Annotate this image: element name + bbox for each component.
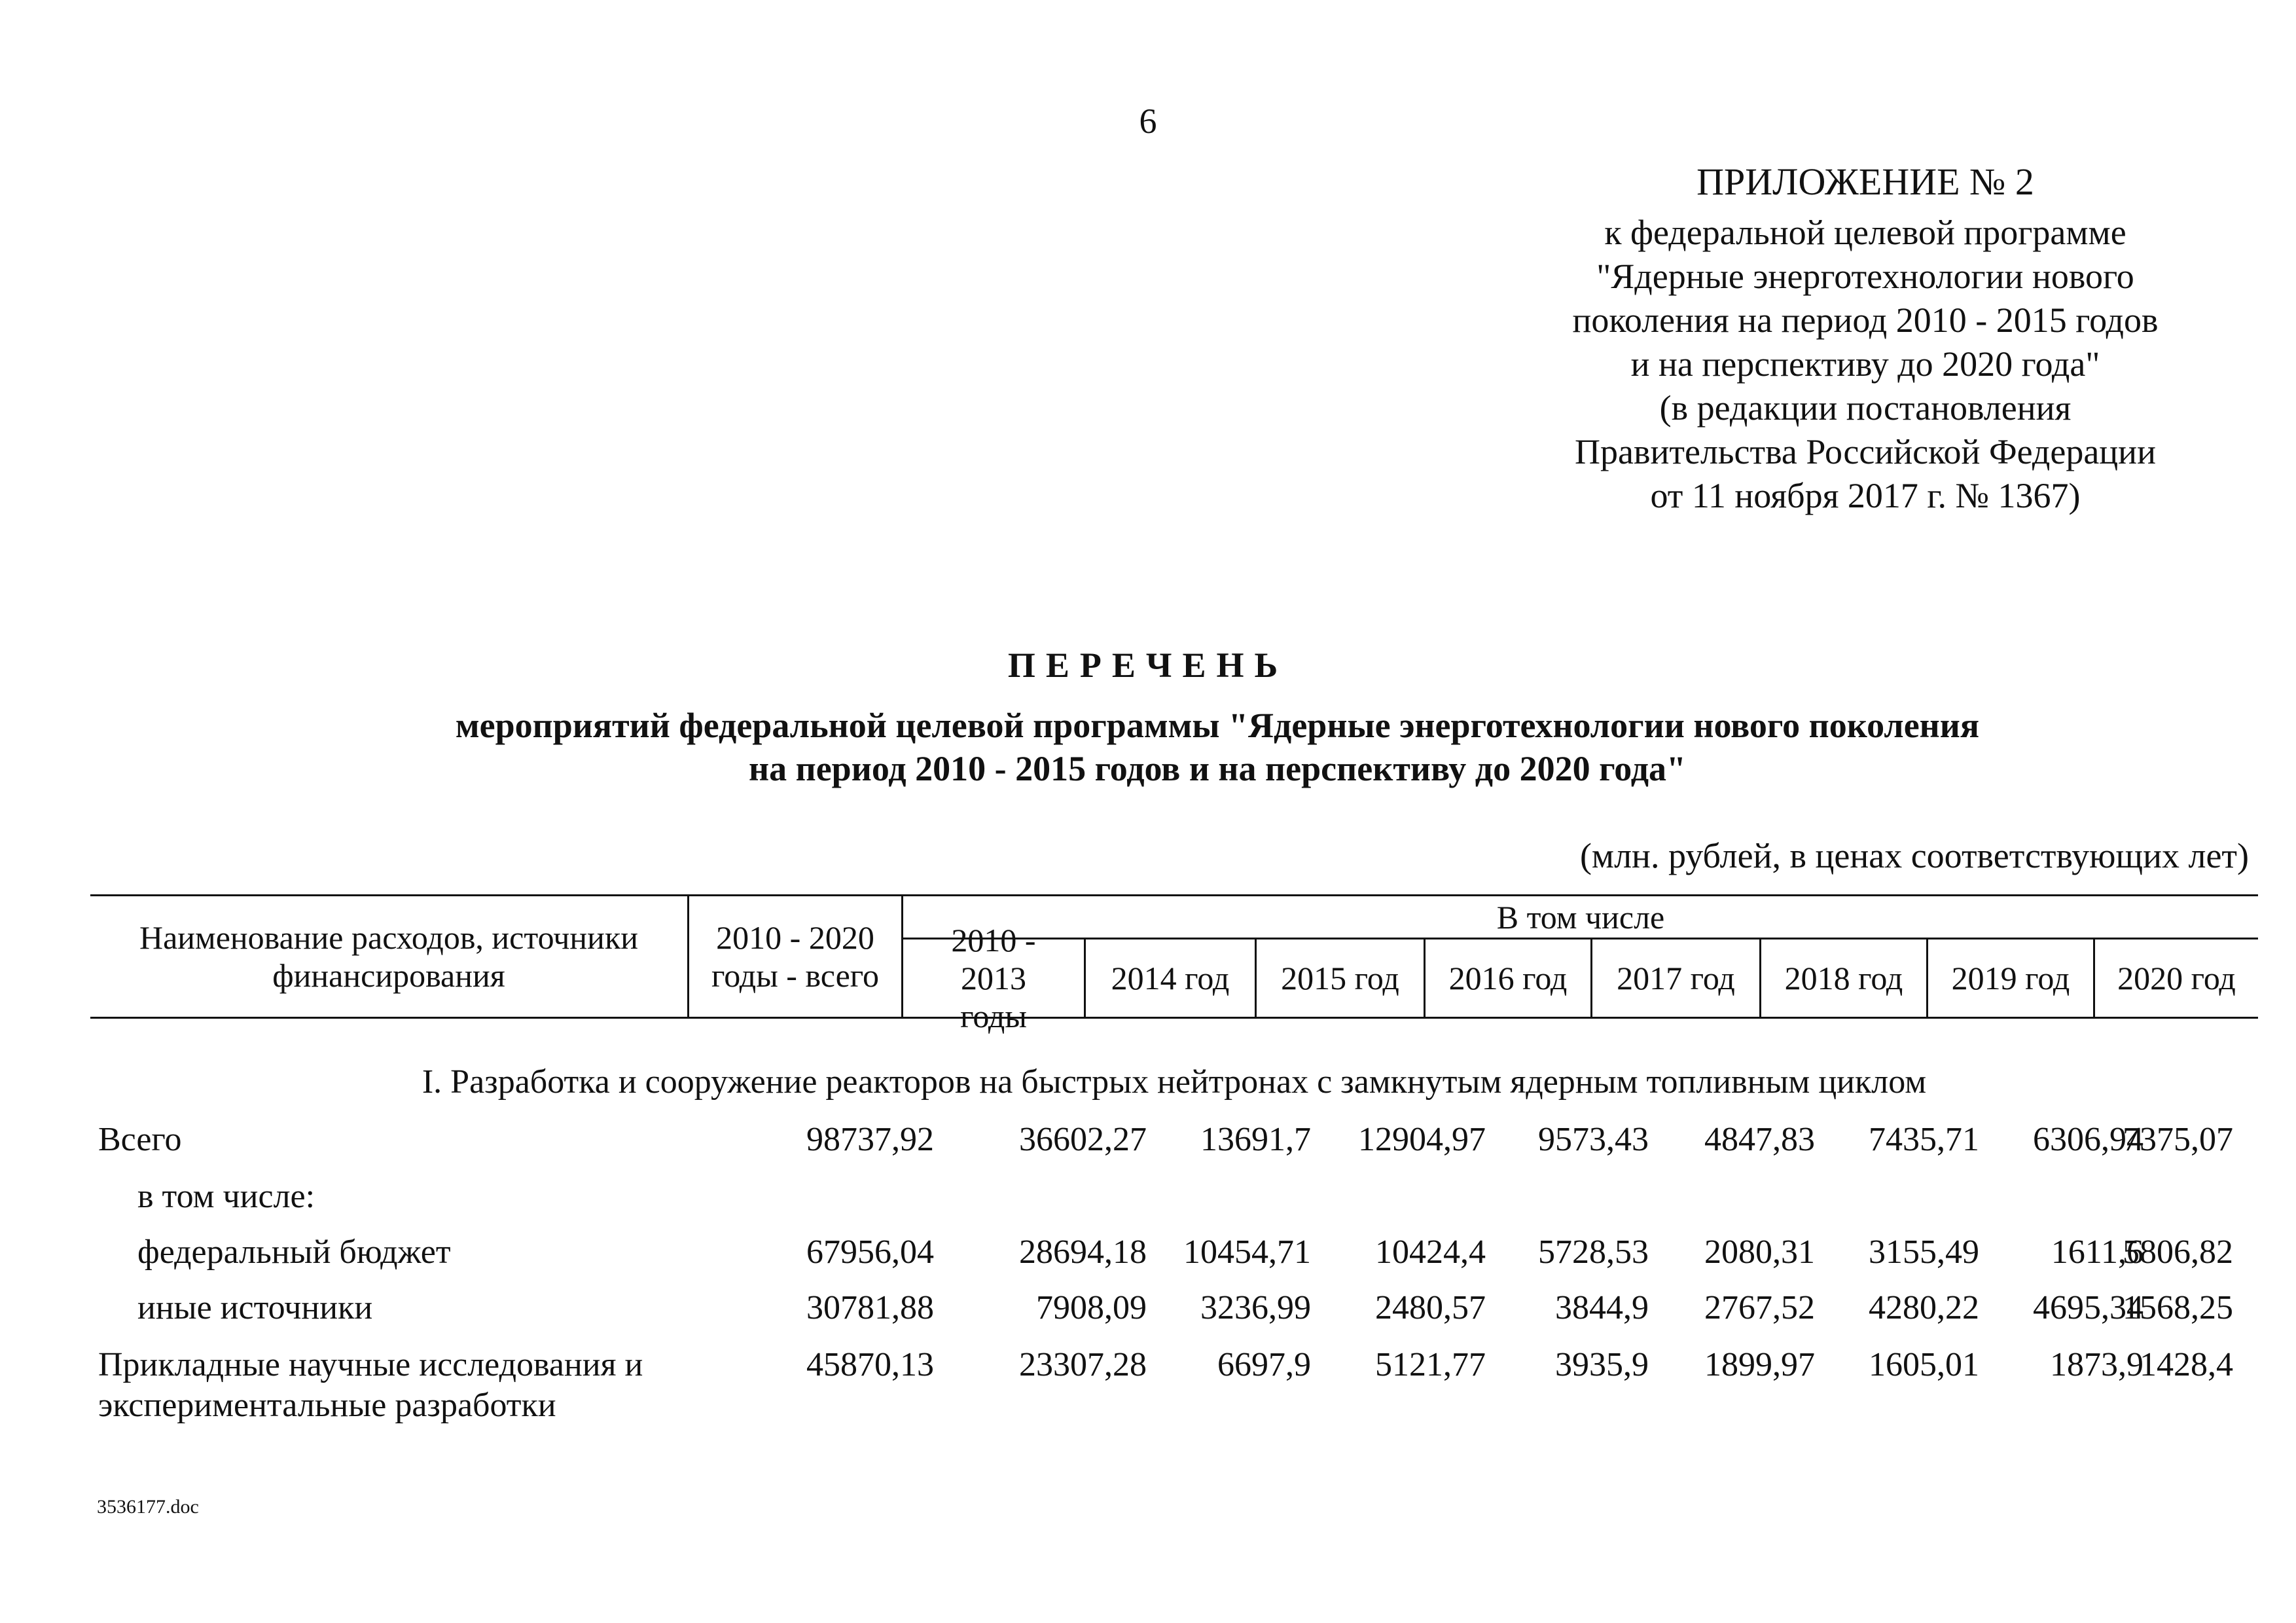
- appendix-block: [1505, 156, 2225, 518]
- cell-total: 45870,13: [806, 1346, 934, 1383]
- header-year-column: 2019 год: [1951, 960, 2070, 996]
- header-group-column: В том числе: [1496, 898, 1665, 936]
- cell-2017: 4847,83: [1704, 1121, 1815, 1158]
- header-total-column: 2010 - 2020 годы - всего: [711, 919, 880, 994]
- row-label: федеральный бюджет: [137, 1233, 451, 1271]
- appendix-line: от 11 ноября 2017 г. № 1367): [1650, 476, 2081, 515]
- cell-2019: 4695,34: [2033, 1289, 2144, 1326]
- cell-2016: 3935,9: [1555, 1346, 1649, 1383]
- page-number: 6: [1139, 101, 1157, 141]
- row-label: Прикладные научные исследования и экспериментальные разработки: [98, 1346, 643, 1424]
- cell-2010-2013: 28694,18: [1019, 1233, 1147, 1271]
- cell-2019: 1611,6: [2051, 1233, 2144, 1271]
- cell-total: 98737,92: [806, 1121, 934, 1158]
- cell-2014: 3236,99: [1200, 1289, 1311, 1326]
- appendix-line: к федеральной целевой программе: [1604, 213, 2126, 252]
- cell-total: 30781,88: [806, 1289, 934, 1326]
- row-label: иные источники: [137, 1289, 373, 1326]
- header-year-column: 2020 год: [2117, 960, 2236, 996]
- header-year-column: 2015 год: [1281, 960, 1399, 996]
- cell-2020: 1568,25: [2123, 1289, 2233, 1326]
- cell-2018: 7435,71: [1869, 1121, 1979, 1158]
- cell-2017: 2080,31: [1704, 1233, 1815, 1271]
- appendix-line: и на перспективу до 2020 года": [1630, 344, 2100, 384]
- cell-2017: 2767,52: [1704, 1289, 1815, 1326]
- cell-2018: 3155,49: [1869, 1233, 1979, 1271]
- appendix-title: ПРИЛОЖЕНИЕ № 2: [1696, 160, 2034, 203]
- appendix-line: Правительства Российской Федерации: [1575, 432, 2156, 471]
- cell-2018: 1605,01: [1869, 1346, 1979, 1383]
- header-year-column: 2018 год: [1784, 960, 1903, 996]
- units-note: (млн. рублей, в ценах соответствующих лет): [1579, 836, 2249, 875]
- cell-2016: 3844,9: [1555, 1289, 1649, 1326]
- row-label: в том числе:: [137, 1178, 315, 1215]
- table-header: [90, 894, 2258, 1034]
- subtitle-line: на период 2010 - 2015 годов и на перспективу до 2020 года": [748, 749, 1687, 788]
- header-year-column: 2016 год: [1448, 960, 1568, 996]
- cell-2019: 1873,9: [2050, 1346, 2144, 1383]
- document-subtitle: [196, 704, 2238, 790]
- header-name-column: Наименование расходов, источники финансирования: [139, 919, 638, 994]
- cell-2019: 6306,94: [2033, 1121, 2144, 1158]
- cell-2015: 12904,97: [1358, 1121, 1486, 1158]
- cell-2010-2013: 23307,28: [1019, 1346, 1147, 1383]
- cell-2017: 1899,97: [1704, 1346, 1815, 1383]
- appendix-line: (в редакции постановления: [1659, 388, 2072, 428]
- cell-2010-2013: 7908,09: [1036, 1289, 1147, 1326]
- file-reference: 3536177.doc: [97, 1496, 199, 1518]
- cell-2020: 5806,82: [2123, 1233, 2233, 1271]
- appendix-line: поколения на период 2010 - 2015 годов: [1572, 301, 2159, 340]
- cell-2010-2013: 36602,27: [1019, 1121, 1147, 1158]
- section-heading: I. Разработка и сооружение реакторов на быстрых нейтронах с замкнутым ядерным топливным циклом: [422, 1063, 1927, 1101]
- header-year-column: 2014 год: [1111, 960, 1230, 996]
- cell-2014: 10454,71: [1183, 1233, 1311, 1271]
- cell-2020: 1428,4: [2140, 1346, 2233, 1383]
- row-label: Всего: [98, 1121, 182, 1158]
- cell-2016: 9573,43: [1538, 1121, 1649, 1158]
- appendix-line: "Ядерные энерготехнологии нового: [1596, 257, 2134, 296]
- cell-2016: 5728,53: [1538, 1233, 1649, 1271]
- cell-2020: 7375,07: [2123, 1121, 2233, 1158]
- subtitle-line: мероприятий федеральной целевой программы "Ядерные энерготехнологии нового поколения: [455, 706, 1980, 745]
- document-title: ПЕРЕЧЕНЬ: [1007, 646, 1289, 685]
- header-year-column: 2017 год: [1617, 960, 1735, 996]
- cell-2014: 6697,9: [1217, 1346, 1311, 1383]
- header-year-column: 2010 - 2013 годы: [951, 922, 1036, 1034]
- cell-2018: 4280,22: [1869, 1289, 1979, 1326]
- cell-2015: 5121,77: [1375, 1346, 1486, 1383]
- cell-2014: 13691,7: [1200, 1121, 1311, 1158]
- cell-2015: 2480,57: [1375, 1289, 1486, 1326]
- cell-2015: 10424,4: [1375, 1233, 1486, 1271]
- cell-total: 67956,04: [806, 1233, 934, 1271]
